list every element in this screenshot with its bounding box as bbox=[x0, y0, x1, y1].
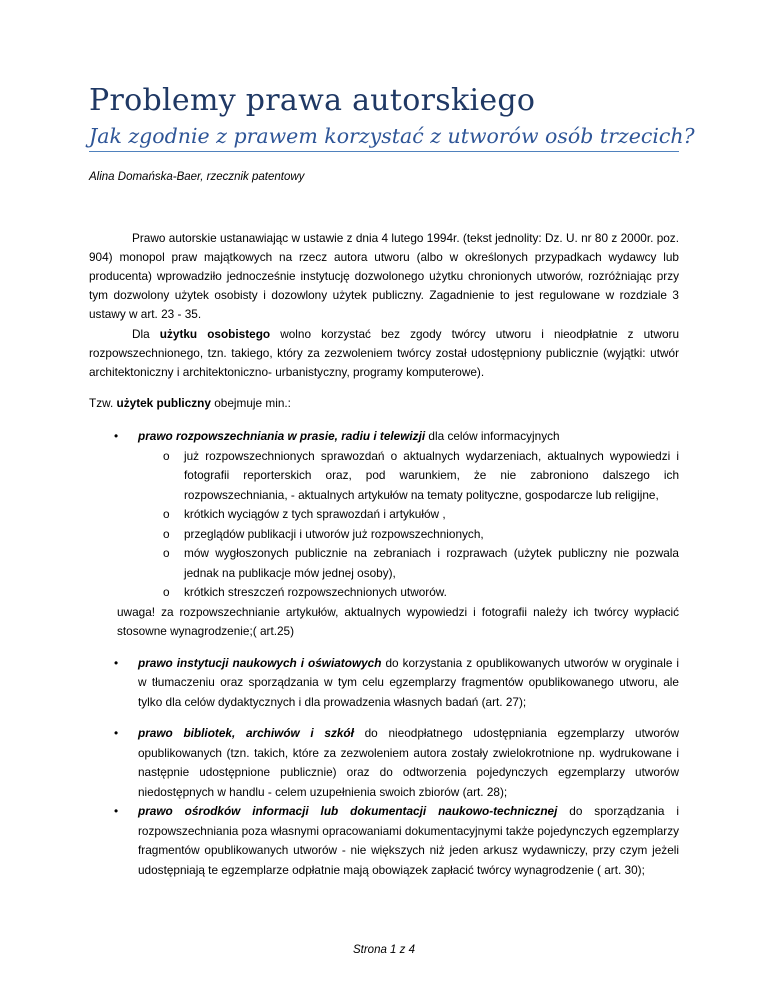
item-bold: prawo instytucji naukowych i oświatowych bbox=[138, 655, 382, 670]
sub-list-item bbox=[89, 447, 679, 506]
circle-bullet-icon: o bbox=[163, 526, 170, 541]
item-text: do nieodpłatnego udostępniania egzemplarzy utworów opublikowanych (tzn. takich, które za zezwoleniem autora zostały zwielokrotnione np. wydrukowane i następnie udostępnione publicznie) oraz do odtworzenia pojedynczych egzemplarzy utworów niedostępnych w handlu - celem uzupełnienia swoich zbiorów (art. 28); bbox=[138, 726, 679, 799]
sub-item-text: przeglądów publikacji i utworów już rozpowszechnionych, bbox=[184, 526, 484, 541]
remuneration-note: uwaga! za rozpowszechnianie artykułów, aktualnych wypowiedzi i fotografii należy ich twórcy wypłacić stosowne wynagrodzenie;( art.25) bbox=[117, 604, 679, 638]
public-use-intro bbox=[89, 396, 291, 410]
item-bold: prawo rozpowszechniania w prasie, radiu i telewizji bbox=[138, 429, 426, 443]
sub-list-item bbox=[89, 505, 679, 525]
list-item bbox=[89, 654, 679, 713]
personal-after: wolno korzystać bez zgody twórcy utworu i nieodpłatnie z utworu rozpowszechnionego, tzn. takiego, który za zezwoleniem twórcy został udostępniony publicznie (wyjątki: utwór architektoniczny i architektoniczno- urbanistyczny, programy komputerowe). bbox=[89, 327, 680, 379]
item-bold: prawo ośrodków informacji lub dokumentacji naukowo-technicznej bbox=[138, 804, 558, 818]
personal-bold: użytku osobistego bbox=[159, 327, 271, 341]
sub-item-text: już rozpowszechnionych sprawozdań o aktualnych wydarzeniach, aktualnych wypowiedzi i fotografii reporterskich oraz, pod warunkiem, że nie zabroniono dalszego ich rozpowszechniania, - aktualnych artykułów na tematy polityczne, gospodarcze lub religijne, bbox=[184, 448, 679, 502]
public-after: obejmuje min.: bbox=[210, 396, 291, 410]
sub-list-item bbox=[89, 583, 679, 603]
intro-paragraph: Prawo autorskie ustanawiając w ustawie z dnia 4 lutego 1994r. (tekst jednolity: Dz. U. nr 80 z 2000r. poz. 904) monopol praw majątkowych na rzecz autora utworu (albo w określonych przypadkach wydawcy lub producenta) wprowadziło jednocześnie instytucję dozwolonego użytku chronionych utworów, rozróżniając przy tym dozwolony użytek osobisty i dozowlony użytek publiczny. Zagadnienie to jest regulowane w rozdziale 3 ustawy w art. 23 - 35. bbox=[89, 231, 679, 321]
sub-item-text: mów wygłoszonych publicznie na zebraniach i rozprawach (użytek publiczny nie pozwala jednak na publikacje mów jednej osoby), bbox=[184, 546, 679, 580]
sub-item-text: krótkich wyciągów z tych sprawozdań i artykułów , bbox=[184, 507, 446, 521]
bullet-icon: • bbox=[114, 726, 119, 740]
circle-bullet-icon: o bbox=[163, 507, 170, 521]
bullet-icon: • bbox=[114, 804, 119, 818]
personal-before: Dla bbox=[132, 327, 160, 341]
circle-bullet-icon: o bbox=[163, 546, 170, 560]
item-bold: prawo bibliotek, archiwów i szkół bbox=[138, 726, 354, 740]
bullet-icon: • bbox=[114, 429, 119, 443]
sub-item-text: krótkich streszczeń rozpowszechnionych utworów. bbox=[184, 585, 447, 599]
sub-list-item bbox=[89, 525, 679, 545]
list-item bbox=[89, 427, 679, 447]
item-text: dla celów informacyjnych bbox=[425, 429, 560, 443]
public-before: Tzw. bbox=[89, 396, 117, 410]
list-item bbox=[89, 802, 679, 880]
personal-use-paragraph bbox=[89, 325, 679, 382]
item-text: do sporządzania i rozpowszechniania poza własnymi opracowaniami dokumentacyjnymi także pojedynczych egzemplarzy fragmentów opublikowanych utworów - nie większych niż jeden arkusz wydawniczy, przy czym jeżeli udostępniają te egzemplarze odpłatnie mają obowiązek zapłacić twórcy wynagrodzenie ( art. 30); bbox=[138, 804, 679, 877]
bullet-icon: • bbox=[114, 655, 119, 670]
public-bold: użytek publiczny bbox=[116, 396, 211, 410]
list-item bbox=[89, 724, 679, 802]
circle-bullet-icon: o bbox=[163, 448, 170, 463]
document-title: Problemy prawa autorskiego bbox=[89, 83, 536, 118]
sub-list-item bbox=[89, 544, 679, 583]
circle-bullet-icon: o bbox=[163, 585, 170, 599]
author-line: Alina Domańska-Baer, rzecznik patentowy bbox=[89, 171, 305, 183]
item-text: do korzystania z opublikowanych utworów w oryginale i w tłumaczeniu oraz sporządzania w tym celu egzemplarzy fragmentów opublikowanego utworu, ale tylko dla celów dydaktycznych i dla prowadzenia własnych badań (art. 27); bbox=[138, 655, 679, 709]
title-divider bbox=[89, 151, 679, 152]
document-subtitle: Jak zgodnie z prawem korzystać z utworów osób trzecich? bbox=[89, 124, 695, 148]
public-use-list bbox=[89, 427, 679, 880]
page-footer: Strona 1 z 4 bbox=[352, 944, 415, 956]
